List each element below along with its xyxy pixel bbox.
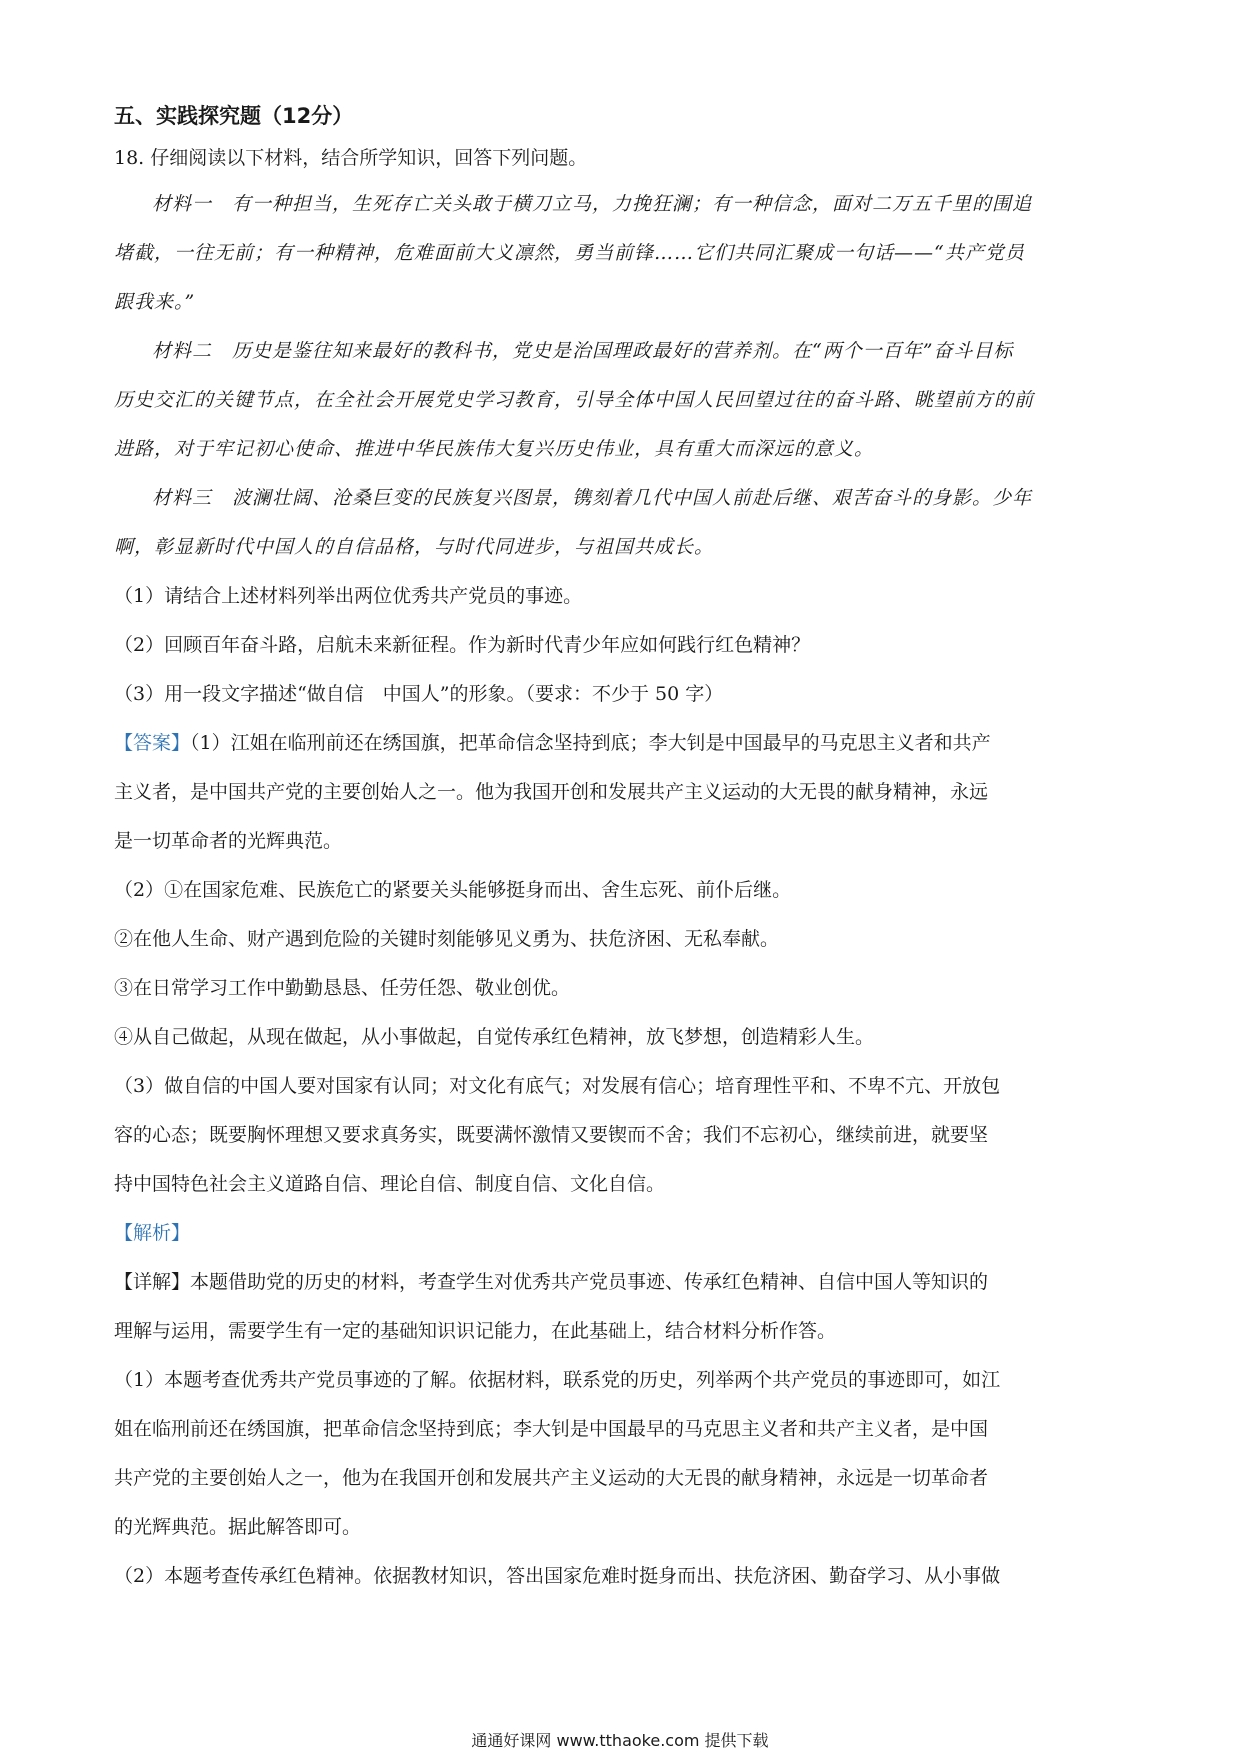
section-title: 五、实践探究题（12分） [114, 104, 354, 128]
material-three-line: 啊，彰显新时代中国人的自信品格，与时代同进步，与祖国共成长。 [114, 536, 715, 558]
answer-1-line: 是一切革命者的光辉典范。 [114, 830, 343, 852]
detail-line: 理解与运用，需要学生有一定的基础知识识记能力，在此基础上，结合材料分析作答。 [114, 1320, 837, 1342]
material-one-line: 跟我来。” [114, 291, 196, 313]
answer-block [114, 719, 1130, 1209]
material-one [114, 180, 1130, 327]
material-three-line: 材料三 波澜壮阔、沧桑巨变的民族复兴图景，镌刻着几代中国人前赴后继、艰苦奋斗的身影。少年 [152, 487, 1033, 509]
explanation-2-line: （2）本题考查传承红色精神。依据教材知识，答出国家危难时挺身而出、扶危济困、勤奋学习、从小事做 [114, 1565, 1001, 1587]
answer-1-text: （1）江姐在临刑前还在绣国旗，把革命信念坚持到底；李大钊是中国最早的马克思主义者和共产 [190, 732, 991, 754]
answer-line-1 [114, 719, 1130, 768]
document-page [114, 96, 1130, 1601]
explanation-1-line: 的光辉典范。据此解答即可。 [114, 1516, 362, 1538]
page-footer: 通通好课网 www.tthaoke.com 提供下载 [471, 1731, 769, 1750]
material-two-line: 材料二 历史是鉴往知来最好的教科书，党史是治国理政最好的营养剂。在“两个一百年”奋斗目标 [152, 340, 1014, 362]
question-stem: 18. 仔细阅读以下材料，结合所学知识，回答下列问题。 [114, 147, 588, 169]
answer-2-line: ④从自己做起，从现在做起，从小事做起，自觉传承红色精神，放飞梦想，创造精彩人生。 [114, 1026, 875, 1048]
answer-1-line: 主义者，是中国共产党的主要创始人之一。他为我国开创和发展共产主义运动的大无畏的献身精神，永远 [114, 781, 989, 803]
analysis-block [114, 1209, 1130, 1601]
sub-question-2: （2）回顾百年奋斗路，启航未来新征程。作为新时代青少年应如何践行红色精神？ [114, 634, 811, 656]
sub-question-3: （3）用一段文字描述“做自信 中国人”的形象。（要求：不少于 50 字） [114, 683, 724, 705]
answer-3-line: 持中国特色社会主义道路自信、理论自信、制度自信、文化自信。 [114, 1173, 666, 1195]
answer-2-line: （2）①在国家危难、民族危亡的紧要关头能够挺身而出、舍生忘死、前仆后继。 [114, 879, 792, 901]
material-two [114, 327, 1130, 474]
answer-3-line: 容的心态；既要胸怀理想又要求真务实，既要满怀激情又要锲而不舍；我们不忘初心，继续前进，就要坚 [114, 1124, 989, 1146]
answer-2-line: ②在他人生命、财产遇到危险的关键时刻能够见义勇为、扶危济困、无私奉献。 [114, 928, 780, 950]
answer-tag: 【答案】 [114, 732, 191, 754]
material-one-line: 材料一 有一种担当，生死存亡关头敢于横刀立马，力挽狂澜；有一种信念，面对二万五千里的围追 [152, 193, 1033, 215]
material-three [114, 474, 1130, 572]
explanation-1-line: 姐在临刑前还在绣国旗，把革命信念坚持到底；李大钊是中国最早的马克思主义者和共产主义者，是中国 [114, 1418, 989, 1440]
answer-3-line: （3）做自信的中国人要对国家有认同；对文化有底气；对发展有信心；培育理性平和、不卑不亢、开放包 [114, 1075, 1001, 1097]
answer-2-line: ③在日常学习工作中勤勤恳恳、任劳任怨、敬业创优。 [114, 977, 571, 999]
detail-text: 本题借助党的历史的材料，考查学生对优秀共产党员事迹、传承红色精神、自信中国人等知识的 [190, 1271, 989, 1293]
material-one-line: 堵截，一往无前；有一种精神，危难面前大义凛然，勇当前锋……它们共同汇聚成一句话——“共产党员 [114, 242, 1025, 264]
analysis-tag: 【解析】 [114, 1222, 191, 1244]
detail-line-1 [114, 1258, 1130, 1307]
detail-tag: 【详解】 [114, 1271, 191, 1293]
explanation-1-line: （1）本题考查优秀共产党员事迹的了解。依据材料，联系党的历史，列举两个共产党员的事迹即可，如江 [114, 1369, 1001, 1391]
sub-question-1: （1）请结合上述材料列举出两位优秀共产党员的事迹。 [114, 585, 583, 607]
explanation-1-line: 共产党的主要创始人之一，他为在我国开创和发展共产主义运动的大无畏的献身精神，永远是一切革命者 [114, 1467, 989, 1489]
material-two-line: 进路，对于牢记初心使命、推进中华民族伟大复兴历史伟业，具有重大而深远的意义。 [114, 438, 875, 460]
material-two-line: 历史交汇的关键节点，在全社会开展党史学习教育，引导全体中国人民回望过往的奋斗路、眺望前方的前 [114, 389, 1035, 411]
